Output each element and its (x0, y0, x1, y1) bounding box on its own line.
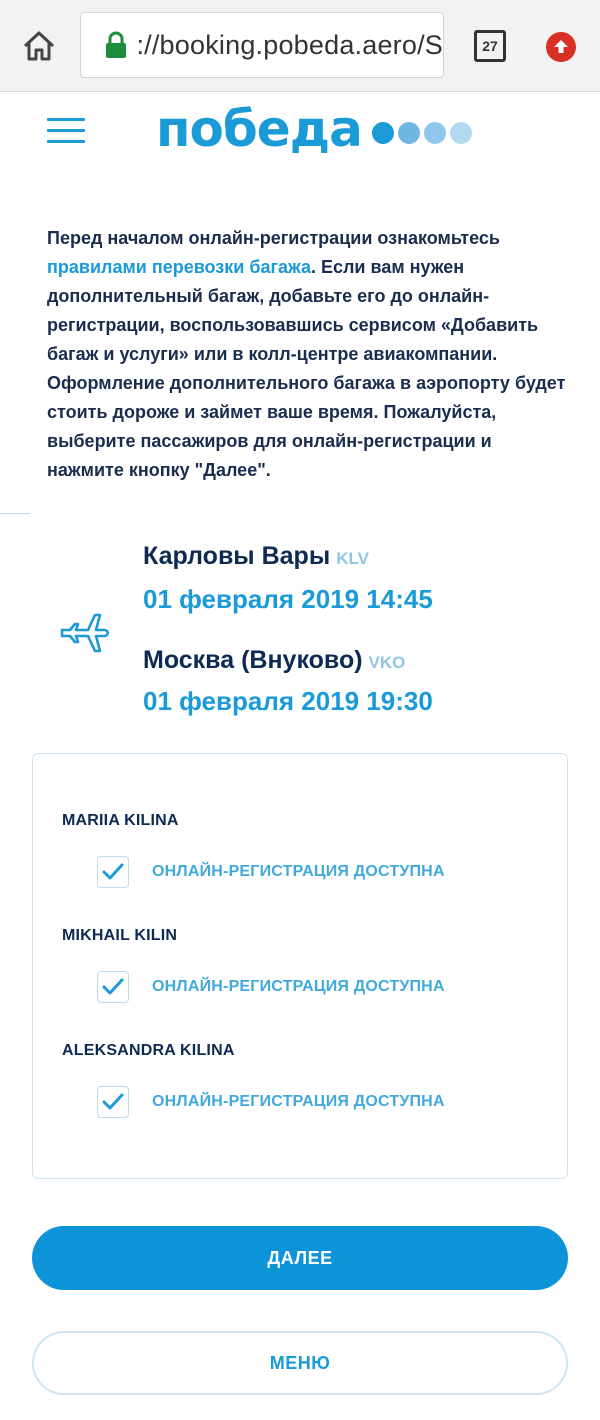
menu-hamburger-icon[interactable] (47, 118, 85, 144)
tabs-count-button[interactable]: 27 (474, 30, 506, 62)
logo-dot (398, 122, 420, 144)
intro-part-1: Перед началом онлайн-регистрации ознакомьтесь (47, 228, 500, 248)
update-arrow-icon[interactable] (546, 32, 576, 62)
logo-dots (368, 122, 472, 144)
lock-icon (101, 25, 130, 65)
intro-part-2: . Если вам нужен дополнительный багаж, добавьте его до онлайн-регистрации, воспользовавшись сервисом «Добавить багаж и услуги» или в колл-центре авиакомпании. Оформление дополнительного багажа в аэропорту будет стоить дороже и займет ваше время. Пожалуйста, выберите пассажиров для онлайн-регистрации и нажмите кнопку "Далее". (47, 257, 566, 480)
checkin-status: ОНЛАЙН-РЕГИСТРАЦИЯ ДОСТУПНА (152, 978, 445, 995)
pobeda-logo[interactable] (156, 100, 472, 158)
departure-datetime: 01 февраля 2019 14:45 (143, 584, 433, 614)
browser-toolbar (0, 0, 600, 92)
divider (0, 513, 30, 514)
checkmark-icon (102, 863, 124, 881)
passenger-checkbox[interactable] (97, 856, 129, 888)
arrival-city (143, 646, 405, 675)
passenger-checkbox[interactable] (97, 1086, 129, 1118)
passenger-name: MIKHAIL KILIN (62, 927, 178, 944)
arrival-datetime: 01 февраля 2019 19:30 (143, 686, 433, 716)
arrival-city-name: Москва (Внуково) (143, 646, 363, 674)
home-icon[interactable] (18, 26, 60, 66)
checkmark-icon (102, 1093, 124, 1111)
logo-text: победа (156, 100, 362, 158)
arrival-airport-code: VKO (368, 653, 406, 672)
departure-city-name: Карловы Вары (143, 542, 331, 570)
departure-city (143, 542, 369, 571)
logo-dot (424, 122, 446, 144)
passenger-checkbox[interactable] (97, 971, 129, 1003)
menu-button[interactable]: МЕНЮ (32, 1331, 568, 1395)
logo-dot (450, 122, 472, 144)
checkin-status: ОНЛАЙН-РЕГИСТРАЦИЯ ДОСТУПНА (152, 1093, 445, 1110)
logo-dot (372, 122, 394, 144)
passenger-name: MARIIA KILINA (62, 812, 179, 829)
url-text: ://booking.pobeda.aero/S (136, 29, 443, 60)
checkin-status: ОНЛАЙН-РЕГИСТРАЦИЯ ДОСТУПНА (152, 863, 445, 880)
next-button[interactable]: ДАЛЕЕ (32, 1226, 568, 1290)
airplane-icon (58, 606, 112, 660)
intro-text (47, 224, 567, 485)
baggage-rules-link[interactable]: правилами перевозки багажа (47, 257, 311, 277)
address-bar[interactable] (80, 12, 444, 78)
departure-airport-code: KLV (336, 549, 369, 568)
passenger-name: ALEKSANDRA KILINA (62, 1042, 235, 1059)
checkmark-icon (102, 978, 124, 996)
